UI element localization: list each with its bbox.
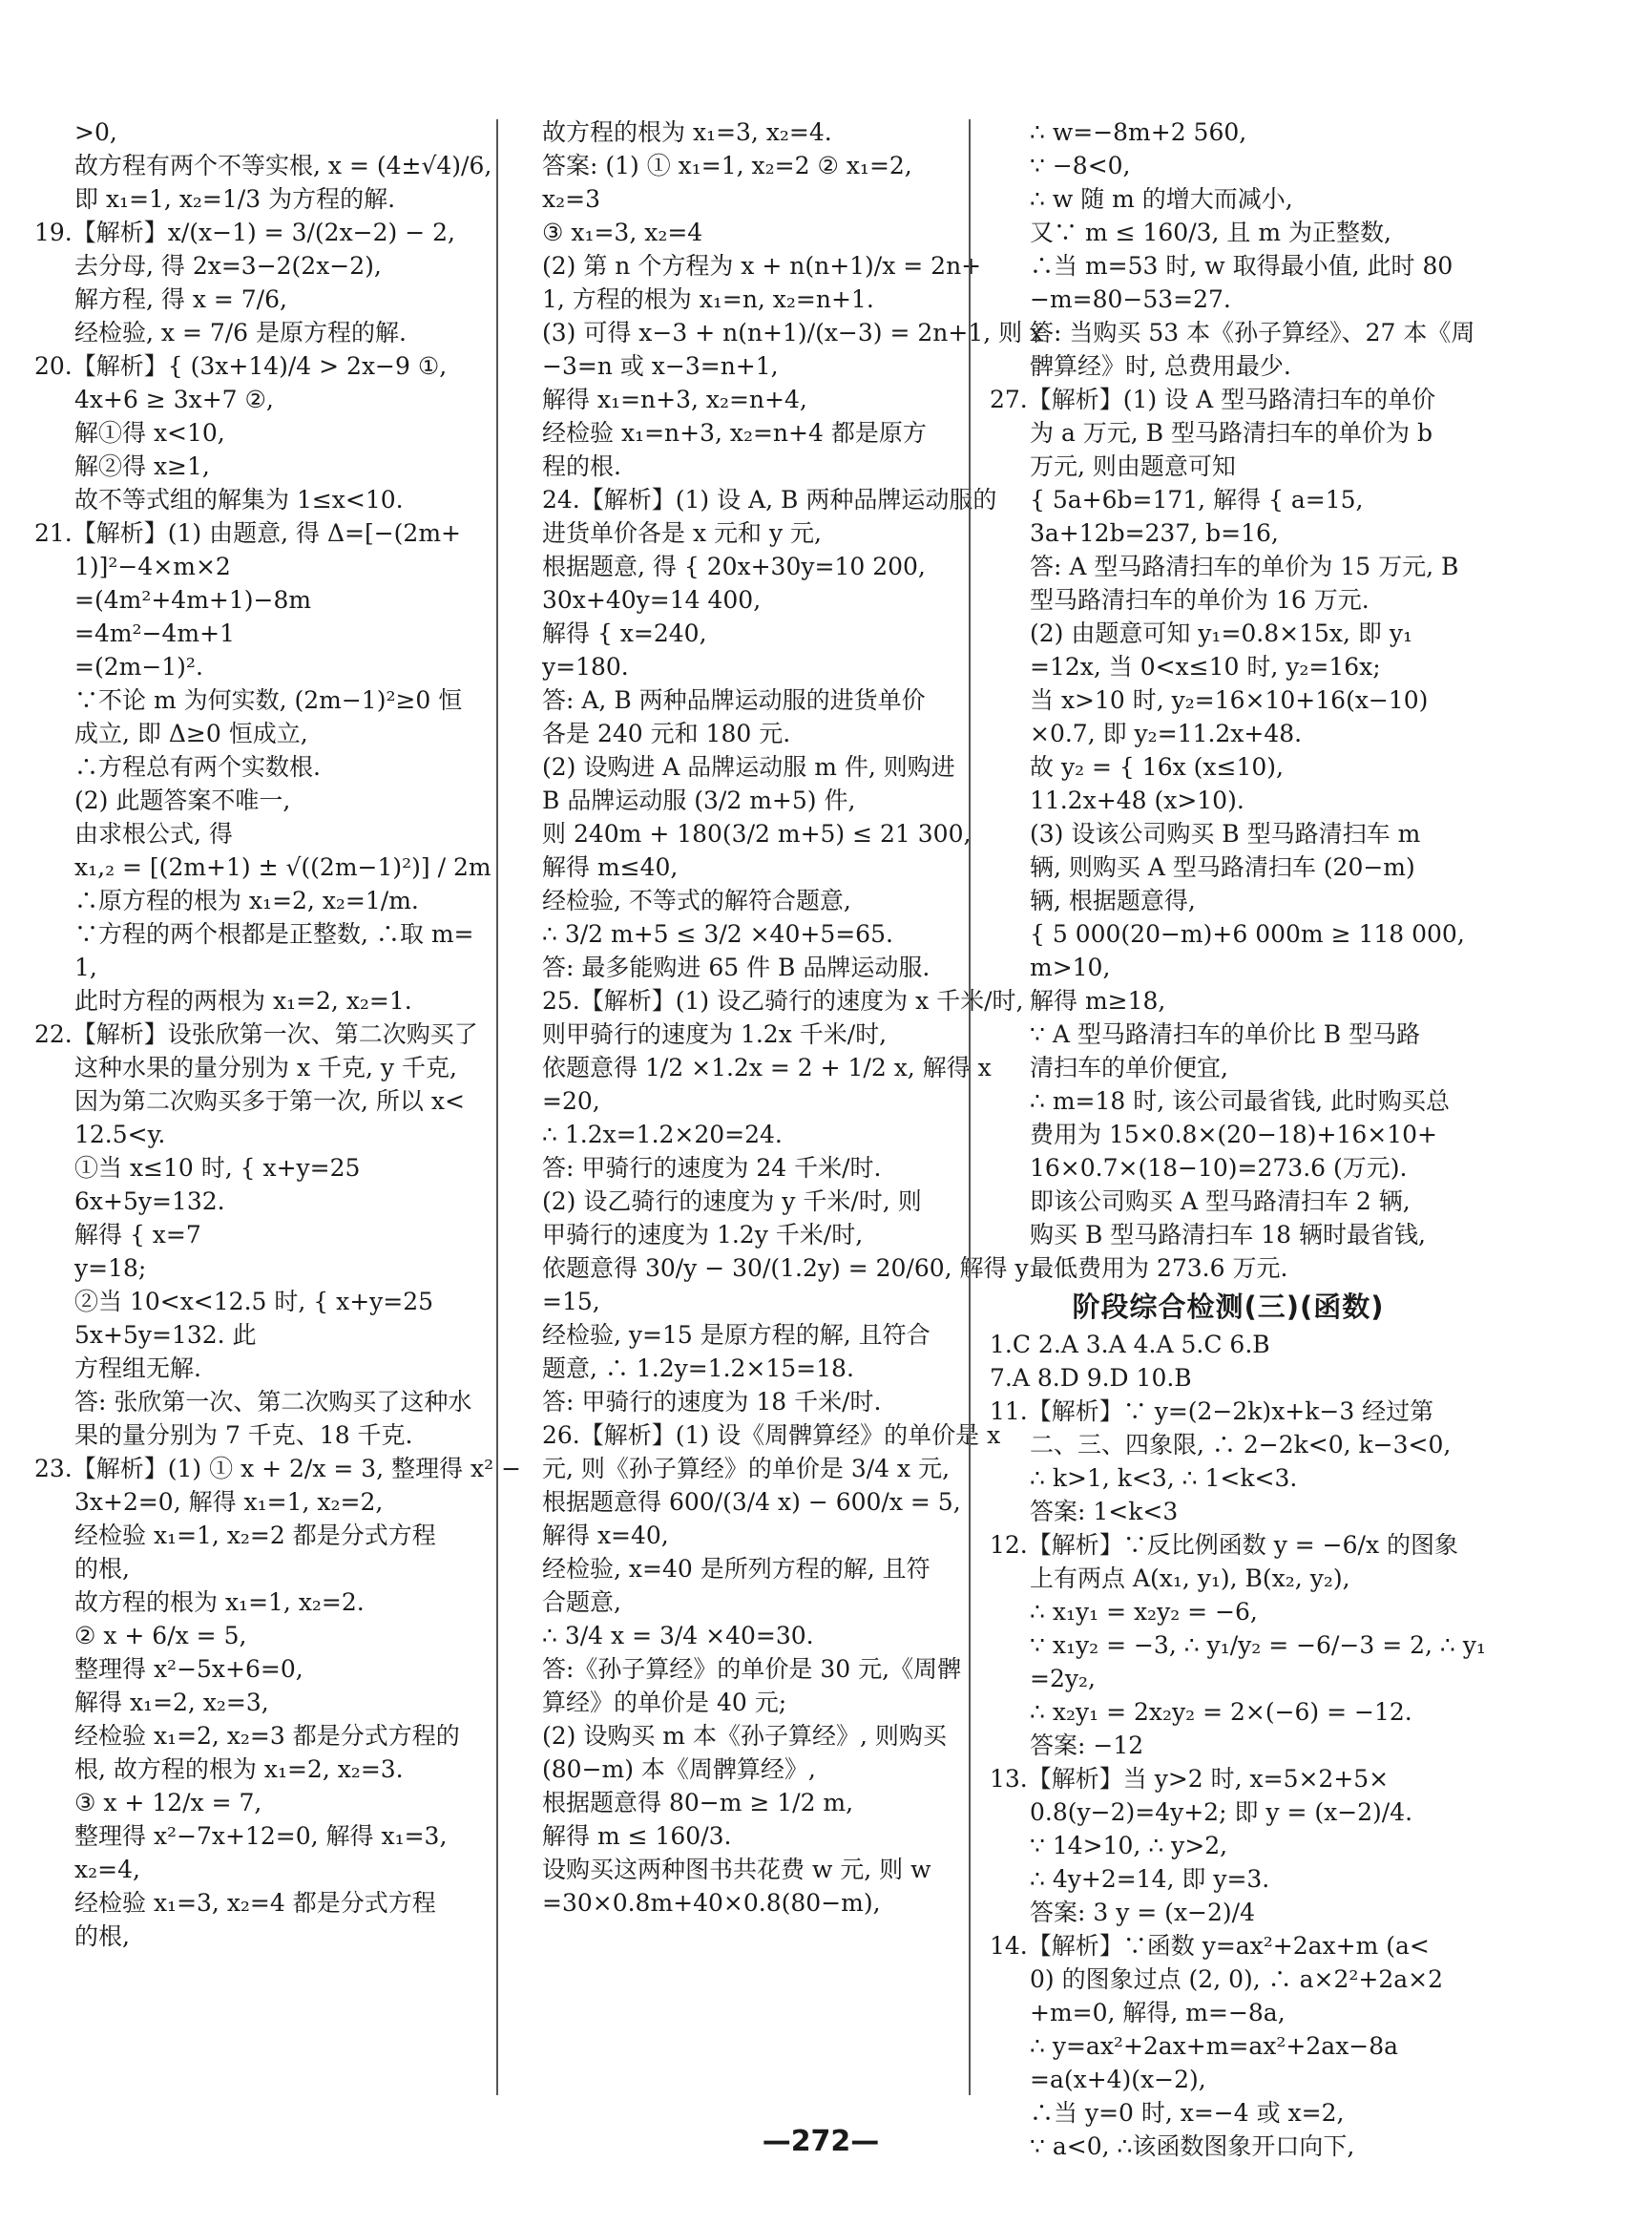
text-line: =(2m−1)². [74, 653, 203, 681]
text-line: ∴ 4y+2=14, 即 y=3. [1030, 1865, 1270, 1893]
text-line: 答: 甲骑行的速度为 18 千米/时. [542, 1388, 882, 1416]
text-line: (3) 可得 x−3 + n(n+1)/(x−3) = 2n+1, 则 x [542, 319, 1044, 346]
text-line: 答: 张欣第一次、第二次购买了这种水 [74, 1388, 472, 1416]
text-line: =a(x+4)(x−2), [1030, 2066, 1206, 2093]
text-line: ③ x₁=3, x₂=4 [542, 219, 703, 246]
text-line: B 品牌运动服 (3/2 m+5) 件, [542, 787, 856, 814]
text-line: ∴ 1.2x=1.2×20=24. [542, 1121, 783, 1148]
text-line: 为 a 万元, B 型马路清扫车的单价为 b [1030, 419, 1432, 447]
text-line: 合题意, [542, 1588, 621, 1616]
text-line: 因为第二次购买多于第一次, 所以 x< [74, 1087, 465, 1115]
text-line: 26.【解析】(1) 设《周髀算经》的单价是 x [542, 1421, 1001, 1449]
text-line: 3a+12b=237, b=16, [1030, 519, 1279, 547]
text-line: 当 x>10 时, y₂=16×10+16(x−10) [1030, 686, 1429, 714]
text-line: { 5 000(20−m)+6 000m ≥ 118 000, [1030, 920, 1465, 948]
text-line: 果的量分别为 7 千克、18 千克. [74, 1421, 413, 1449]
text-line: 的根, [74, 1555, 130, 1583]
text-line: 经检验 x₁=n+3, x₂=n+4 都是原方 [542, 419, 927, 447]
text-line: 3x+2=0, 解得 x₁=1, x₂=2, [74, 1488, 384, 1516]
text-line: =2y₂, [1030, 1665, 1096, 1692]
text-line: 根, 故方程的根为 x₁=2, x₂=3. [74, 1755, 404, 1783]
text-line: 0) 的图象过点 (2, 0), ∴ a×2²+2a×2 [1030, 1965, 1443, 1993]
text-line: 购买 B 型马路清扫车 18 辆时最省钱, [1030, 1221, 1426, 1249]
text-line: 经检验, 不等式的解符合题意, [542, 887, 851, 914]
text-line: 14.【解析】∵函数 y=ax²+2ax+m (a< [990, 1932, 1430, 1960]
text-line: 23.【解析】(1) ① x + 2/x = 3, 整理得 x² − [34, 1455, 522, 1482]
text-line: 程的根. [542, 452, 621, 480]
text-line: 经检验 x₁=2, x₂=3 都是分式方程的 [74, 1722, 460, 1750]
text-line: y=18; [74, 1254, 147, 1282]
text-line: 则 240m + 180(3/2 m+5) ≤ 21 300, [542, 820, 972, 848]
text-line: ∴ w=−8m+2 560, [1030, 118, 1247, 146]
text-line: 答案: 1<k<3 [1030, 1498, 1179, 1525]
text-line: ∴ 3/4 x = 3/4 ×40=30. [542, 1622, 814, 1649]
text-line: =30×0.8m+40×0.8(80−m), [542, 1889, 881, 1917]
text-line: 的根, [74, 1922, 130, 1950]
text-line: 解得 { x=7 [74, 1221, 201, 1249]
text-line: ∵不论 m 为何实数, (2m−1)²≥0 恒 [74, 686, 463, 714]
column-middle [542, 115, 1044, 1921]
text-line: 12.5<y. [74, 1121, 166, 1148]
text-line: −3=n 或 x−3=n+1, [542, 352, 779, 380]
text-line: 整理得 x²−7x+12=0, 解得 x₁=3, [74, 1822, 448, 1850]
text-line: 上有两点 A(x₁, y₁), B(x₂, y₂), [1030, 1564, 1350, 1592]
text-line: 则甲骑行的速度为 1.2x 千米/时, [542, 1020, 888, 1048]
text-line: ∴原方程的根为 x₁=2, x₂=1/m. [74, 887, 419, 914]
text-line: (80−m) 本《周髀算经》, [542, 1755, 816, 1783]
text-line: =4m²−4m+1 [74, 619, 235, 647]
text-line: ×0.7, 即 y₂=11.2x+48. [1030, 720, 1303, 747]
text-line: −m=80−53=27. [1030, 285, 1231, 313]
text-line: 解①得 x<10, [74, 419, 225, 447]
text-line: ∴ 3/2 m+5 ≤ 3/2 ×40+5=65. [542, 920, 893, 948]
text-line: 25.【解析】(1) 设乙骑行的速度为 x 千米/时, [542, 987, 1024, 1015]
text-line: 19.【解析】x/(x−1) = 3/(2x−2) − 2, [34, 219, 455, 246]
text-line: 30x+40y=14 400, [542, 586, 762, 614]
column-left [34, 115, 522, 1954]
text-line: 27.【解析】(1) 设 A 型马路清扫车的单价 [990, 386, 1436, 413]
text-line: (2) 第 n 个方程为 x + n(n+1)/x = 2n+ [542, 252, 982, 280]
text-line: =(4m²+4m+1)−8m [74, 586, 312, 614]
text-line: 6x+5y=132. [74, 1187, 225, 1215]
text-line: ∵ A 型马路清扫车的单价比 B 型马路 [1030, 1020, 1421, 1048]
text-line: 费用为 15×0.8×(20−18)+16×10+ [1030, 1121, 1437, 1148]
text-line: 答: 当购买 53 本《孙子算经》、27 本《周 [1030, 319, 1475, 346]
text-line: x₁,₂ = [(2m+1) ± √((2m−1)²)] / 2m [74, 853, 491, 881]
text-line: =12x, 当 0<x≤10 时, y₂=16x; [1030, 653, 1381, 681]
text-line: 辆, 根据题意得, [1030, 887, 1196, 914]
text-line: 各是 240 元和 180 元. [542, 720, 791, 747]
text-line: 解方程, 得 x = 7/6, [74, 285, 287, 313]
text-line: 答:《孙子算经》的单价是 30 元,《周髀 [542, 1655, 962, 1683]
text-line: =20, [542, 1087, 600, 1115]
text-line: ② x + 6/x = 5, [74, 1622, 247, 1649]
text-line: 元, 则《孙子算经》的单价是 3/4 x 元, [542, 1455, 951, 1482]
text-line: 型马路清扫车的单价为 16 万元. [1030, 586, 1370, 614]
text-line: 清扫车的单价便宜, [1030, 1054, 1228, 1081]
text-line: ∴方程总有两个实数根. [74, 753, 321, 781]
text-line: 20.【解析】{ (3x+14)/4 > 2x−9 ①, [34, 352, 448, 380]
text-line: ∴当 m=53 时, w 取得最小值, 此时 80 [1030, 252, 1453, 280]
text-line: 16×0.7×(18−10)=273.6 (万元). [1030, 1154, 1408, 1182]
text-line: 24.【解析】(1) 设 A, B 两种品牌运动服的 [542, 486, 997, 514]
text-line: 11.2x+48 (x>10). [1030, 787, 1244, 814]
text-line: ∴ x₂y₁ = 2x₂y₂ = 2×(−6) = −12. [1030, 1698, 1412, 1726]
text-line: 二、三、四象限, ∴ 2−2k<0, k−3<0, [1030, 1431, 1452, 1459]
text-line: 故不等式组的解集为 1≤x<10. [74, 486, 404, 514]
text-line: 故方程有两个不等实根, x = (4±√4)/6, [74, 152, 492, 179]
text-line: 经检验, x=40 是所列方程的解, 且符 [542, 1555, 931, 1583]
text-line: 甲骑行的速度为 1.2y 千米/时, [542, 1221, 864, 1249]
text-line: ∵方程的两个根都是正整数, ∴取 m= [74, 920, 474, 948]
text-line: (2) 此题答案不唯一, [74, 787, 291, 814]
text-line: ∴ x₁y₁ = x₂y₂ = −6, [1030, 1598, 1258, 1626]
text-line: 最低费用为 273.6 万元. [1030, 1254, 1288, 1282]
text-line: 即该公司购买 A 型马路清扫车 2 辆, [1030, 1187, 1411, 1215]
text-line: 22.【解析】设张欣第一次、第二次购买了 [34, 1020, 478, 1048]
text-line: 解得 m ≤ 160/3. [542, 1822, 732, 1850]
text-line: 21.【解析】(1) 由题意, 得 Δ=[−(2m+ [34, 519, 461, 547]
text-line: 解得 m≥18, [1030, 987, 1166, 1015]
text-line: (2) 设乙骑行的速度为 y 千米/时, 则 [542, 1187, 922, 1215]
text-line: 1)]²−4×m×2 [74, 553, 231, 580]
text-line: (2) 设购进 A 品牌运动服 m 件, 则购进 [542, 753, 955, 781]
text-line: 依题意得 1/2 ×1.2x = 2 + 1/2 x, 解得 x [542, 1054, 992, 1081]
text-line: 13.【解析】当 y>2 时, x=5×2+5× [990, 1765, 1390, 1793]
text-line: 1.C 2.A 3.A 4.A 5.C 6.B [990, 1331, 1270, 1358]
text-line: 答: A 型马路清扫车的单价为 15 万元, B [1030, 553, 1459, 580]
text-line: 0.8(y−2)=4y+2; 即 y = (x−2)/4. [1030, 1798, 1413, 1826]
text-line: =15, [542, 1288, 600, 1315]
column-divider [496, 119, 498, 2095]
text-line: 依题意得 30/y − 30/(1.2y) = 20/60, 解得 y [542, 1254, 1029, 1282]
section-title: 阶段综合检测(三)(函数) [1072, 1291, 1385, 1323]
text-line: 经检验 x₁=3, x₂=4 都是分式方程 [74, 1889, 436, 1917]
text-line: +m=0, 解得, m=−8a, [1030, 1999, 1286, 2026]
text-line: { 5a+6b=171, 解得 { a=15, [1030, 486, 1364, 514]
text-line: ∴ w 随 m 的增大而减小, [1030, 185, 1293, 213]
text-line: 这种水果的量分别为 x 千克, y 千克, [74, 1054, 457, 1081]
text-line: 4x+6 ≥ 3x+7 ②, [74, 386, 274, 413]
text-line: 算经》的单价是 40 元; [542, 1689, 787, 1716]
text-line: (3) 设该公司购买 B 型马路清扫车 m [1030, 820, 1421, 848]
text-line: 辆, 则购买 A 型马路清扫车 (20−m) [1030, 853, 1415, 881]
text-line: 12.【解析】∵反比例函数 y = −6/x 的图象 [990, 1531, 1458, 1559]
text-line: 由求根公式, 得 [74, 820, 233, 848]
text-line: ∵ −8<0, [1030, 152, 1131, 179]
text-line: 整理得 x²−5x+6=0, [74, 1655, 303, 1683]
text-line: x₂=4, [74, 1856, 140, 1883]
text-line: 故 y₂ = { 16x (x≤10), [1030, 753, 1284, 781]
text-line: 故方程的根为 x₁=3, x₂=4. [542, 118, 832, 146]
text-line: 进货单价各是 x 元和 y 元, [542, 519, 822, 547]
text-line: 7.A 8.D 9.D 10.B [990, 1364, 1192, 1392]
text-line: y=180. [542, 653, 629, 681]
text-line: ∵ x₁y₂ = −3, ∴ y₁/y₂ = −6/−3 = 2, ∴ y₁ [1030, 1631, 1486, 1659]
text-line: 答: 甲骑行的速度为 24 千米/时. [542, 1154, 882, 1182]
text-line: ①当 x≤10 时, { x+y=25 [74, 1154, 361, 1182]
text-line: 又∵ m ≤ 160/3, 且 m 为正整数, [1030, 219, 1391, 246]
column-right [990, 115, 1486, 2164]
column-divider [969, 119, 971, 2095]
page-number: —272— [762, 2125, 880, 2158]
text-line: 解得 x₁=2, x₂=3, [74, 1689, 269, 1716]
text-line: 答: A, B 两种品牌运动服的进货单价 [542, 686, 926, 714]
text-line: 经检验, y=15 是原方程的解, 且符合 [542, 1321, 931, 1349]
text-line: 根据题意得 600/(3/4 x) − 600/x = 5, [542, 1488, 961, 1516]
text-line: 经检验 x₁=1, x₂=2 都是分式方程 [74, 1522, 436, 1549]
text-line: 解得 x₁=n+3, x₂=n+4, [542, 386, 807, 413]
text-line: 解得 { x=240, [542, 619, 707, 647]
text-line: 根据题意, 得 { 20x+30y=10 200, [542, 553, 926, 580]
text-line: 经检验, x = 7/6 是原方程的解. [74, 319, 407, 346]
text-line: x₂=3 [542, 185, 600, 213]
text-line: 去分母, 得 2x=3−2(2x−2), [74, 252, 382, 280]
text-line: 解②得 x≥1, [74, 452, 210, 480]
text-line: (2) 设购买 m 本《孙子算经》, 则购买 [542, 1722, 947, 1750]
text-line: 答案: −12 [1030, 1732, 1144, 1759]
text-line: 设购买这两种图书共花费 w 元, 则 w [542, 1856, 931, 1883]
text-line: ②当 10<x<12.5 时, { x+y=25 [74, 1288, 434, 1315]
text-line: 此时方程的两根为 x₁=2, x₂=1. [74, 987, 412, 1015]
text-line: 1, 方程的根为 x₁=n, x₂=n+1. [542, 285, 874, 313]
text-line: 答: 最多能购进 65 件 B 品牌运动服. [542, 954, 931, 981]
text-line: 方程组无解. [74, 1354, 201, 1382]
text-line: (2) 由题意可知 y₁=0.8×15x, 即 y₁ [1030, 619, 1413, 647]
text-line: ∵ 14>10, ∴ y>2, [1030, 1832, 1228, 1859]
text-line: ∴ m=18 时, 该公司最省钱, 此时购买总 [1030, 1087, 1451, 1115]
text-line: ③ x + 12/x = 7, [74, 1789, 262, 1816]
text-line: ∴ y=ax²+2ax+m=ax²+2ax−8a [1030, 2032, 1399, 2060]
text-line: >0, [74, 118, 117, 146]
text-line: 解得 x=40, [542, 1522, 669, 1549]
text-line: 万元, 则由题意可知 [1030, 452, 1236, 480]
text-line: 即 x₁=1, x₂=1/3 为方程的解. [74, 185, 396, 213]
text-line: 5x+5y=132. 此 [74, 1321, 257, 1349]
text-line: ∴ k>1, k<3, ∴ 1<k<3. [1030, 1464, 1298, 1492]
text-line: 解得 m≤40, [542, 853, 679, 881]
text-line: ∴当 y=0 时, x=−4 或 x=2, [1030, 2099, 1345, 2127]
text-line: 答案: 3 y = (x−2)/4 [1030, 1899, 1255, 1926]
text-line: 题意, ∴ 1.2y=1.2×15=18. [542, 1354, 854, 1382]
text-line: 髀算经》时, 总费用最少. [1030, 352, 1291, 380]
text-line: ∵ a<0, ∴该函数图象开口向下, [1030, 2132, 1355, 2160]
text-line: 根据题意得 80−m ≥ 1/2 m, [542, 1789, 854, 1816]
text-line: m>10, [1030, 954, 1111, 981]
text-line: 故方程的根为 x₁=1, x₂=2. [74, 1588, 365, 1616]
text-line: 1, [74, 954, 97, 981]
text-line: 11.【解析】∵ y=(2−2k)x+k−3 经过第 [990, 1397, 1434, 1425]
text-line: 答案: (1) ① x₁=1, x₂=2 ② x₁=2, [542, 152, 912, 179]
text-line: 成立, 即 Δ≥0 恒成立, [74, 720, 308, 747]
